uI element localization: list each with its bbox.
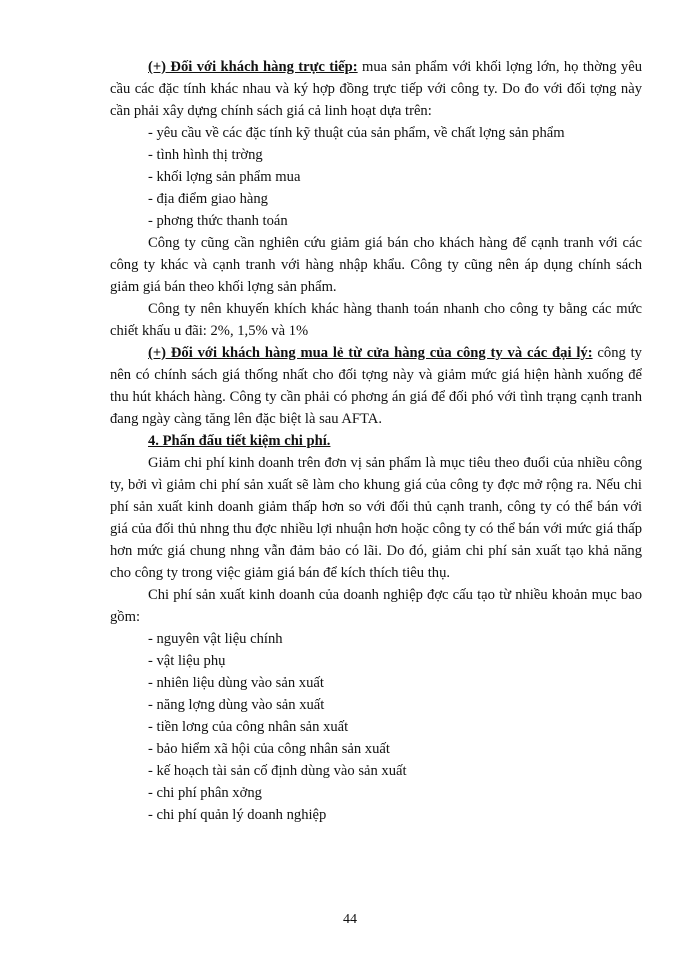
list-item: - vật liệu phụ xyxy=(148,653,226,669)
retail-customer-heading: (+) Đối với khách hàng mua lẻ từ cửa hàng của công ty và các đại lý: xyxy=(148,345,593,361)
page-number: 44 xyxy=(343,912,357,927)
retail-customer-paragraph xyxy=(110,342,642,430)
list-item: - nguyên vật liệu chính xyxy=(148,631,283,647)
list-item: - khối lợng sản phẩm mua xyxy=(148,169,301,185)
list-item: - yêu cầu về các đặc tính kỹ thuật của sản phẩm, về chất lợng sản phẩm xyxy=(148,125,565,141)
list-item: - bảo hiểm xã hội của công nhân sản xuất xyxy=(148,741,390,757)
discount-paragraph: Công ty cũng cần nghiên cứu giảm giá bán cho khách hàng để cạnh tranh với các công ty khác và cạnh tranh với hàng nhập khẩu. Công ty cũng nên áp dụng chính sách giảm giá bán theo khối lợng sản phẩm. xyxy=(110,235,642,295)
list-item: - chi phí phân xởng xyxy=(148,785,262,801)
list-item: - kế hoạch tài sản cố định dùng vào sản xuất xyxy=(148,763,407,779)
direct-customer-text: mua sản phẩm với khối lợng lớn, họ thờng yêu cầu các đặc tính khác nhau và ký hợp đồng trực tiếp với công ty. Do đo với đối tợng này cần phải xây dựng chính sách giá cả linh hoạt dựa trên: xyxy=(110,59,642,119)
list-item: - địa điểm giao hàng xyxy=(148,191,268,207)
cost-section-title: 4. Phấn đấu tiết kiệm chi phí. xyxy=(148,433,331,449)
list-item: - năng lợng dùng vào sản xuất xyxy=(148,697,325,713)
payment-paragraph: Công ty nên khuyến khích khác hàng thanh toán nhanh cho công ty bằng các mức chiết khấu u đãi: 2%, 1,5% và 1% xyxy=(110,301,642,339)
list-item: - nhiên liệu dùng vào sản xuất xyxy=(148,675,324,691)
document-body xyxy=(110,56,642,826)
list-item: - phơng thức thanh toán xyxy=(148,213,288,229)
list-item: - tiền lơng của công nhân sản xuất xyxy=(148,719,349,735)
cost-items-intro: Chi phí sản xuất kinh doanh của doanh nghiệp đợc cấu tạo từ nhiều khoản mục bao gồm: xyxy=(110,587,642,625)
direct-customer-heading: (+) Đối với khách hàng trực tiếp: xyxy=(148,59,358,75)
cost-paragraph: Giảm chi phí kinh doanh trên đơn vị sản phẩm là mục tiêu theo đuổi của nhiều công ty, bởi vì giảm chi phí sản xuất sẽ làm cho khung giá của công ty đợc mở rộng ra. Nếu chi phí sản xuất kinh doanh giảm thấp hơn so với đối thủ cạnh tranh, công ty có thể bán với giá của đối thủ nhng thu đợc nhiều lợi nhuận hơn hoặc công ty có thể bán với mức giá thấp hơn mức giá chung nhng vẫn đảm bảo có lãi. Do đó, giảm chi phí sản xuất tạo khả năng cho công ty trong việc giảm giá bán để kích thích tiêu thụ. xyxy=(110,455,642,581)
list-item: - chi phí quản lý doanh nghiệp xyxy=(148,807,327,823)
list-item: - tình hình thị trờng xyxy=(148,147,263,163)
direct-customer-paragraph xyxy=(110,56,642,122)
retail-customer-text: công ty nên có chính sách giá thống nhất cho đối tợng này và giảm mức giá hiện hành xuống để thu hút khách hàng. Công ty cần phải có phơng án giá để đối phó với tình trạng cạnh tranh đang ngày càng tăng lên đặc biệt là sau AFTA. xyxy=(110,345,642,427)
